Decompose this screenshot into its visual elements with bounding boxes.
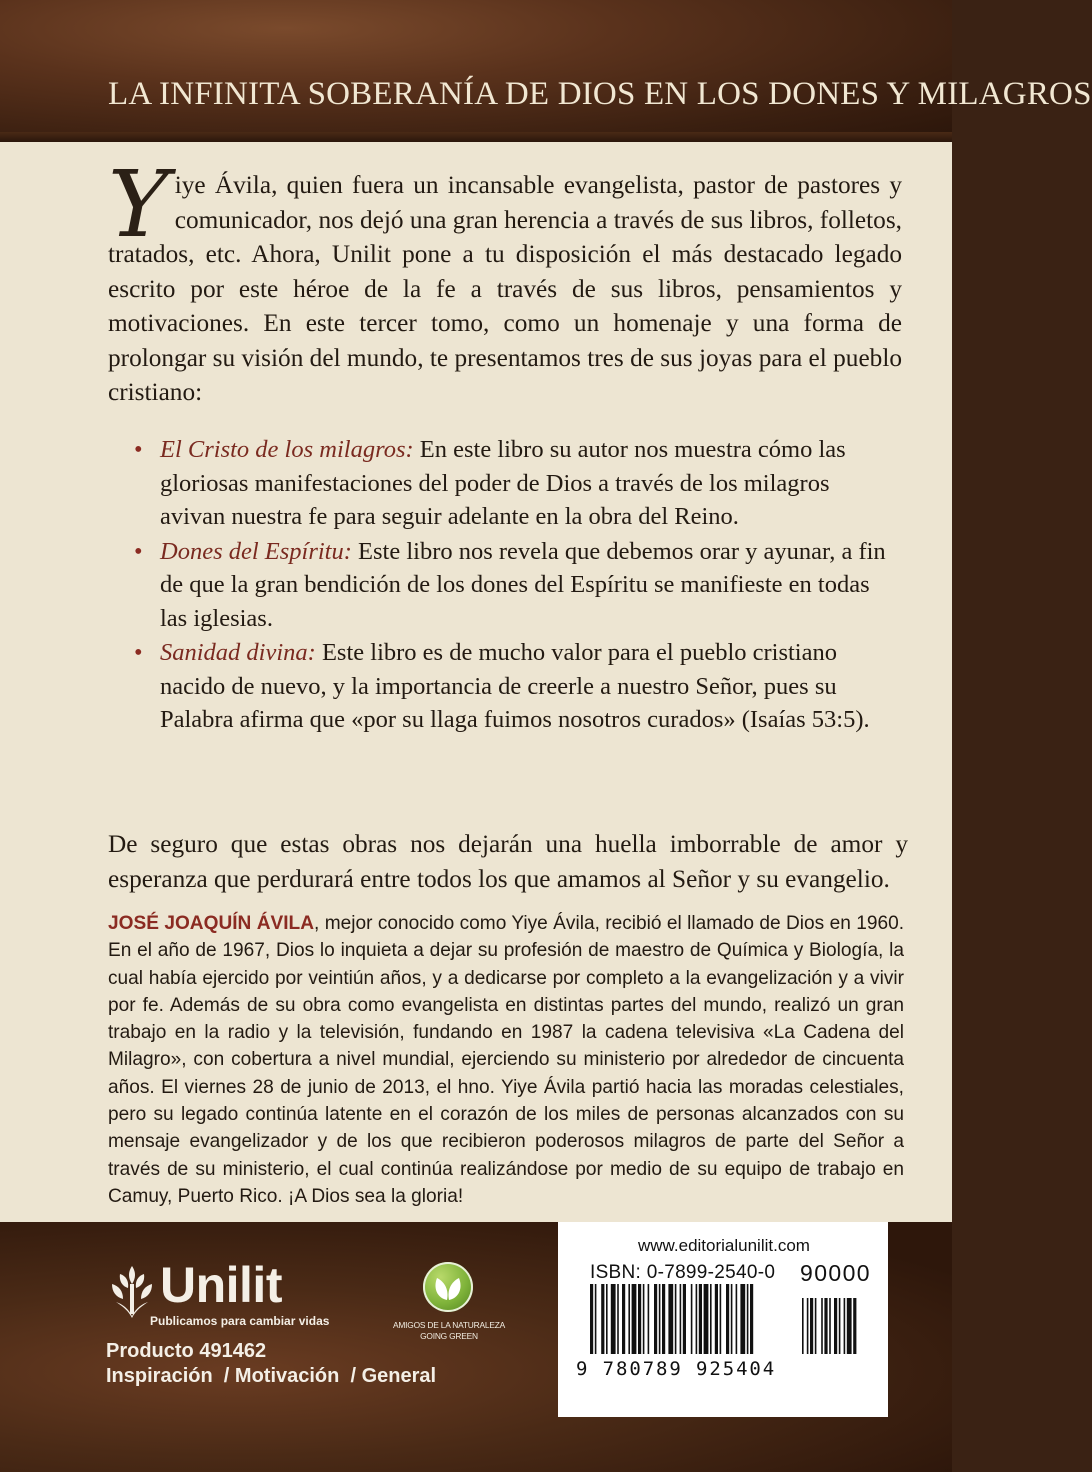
barcode-bar [606,1284,608,1354]
addon-bar [824,1298,827,1354]
bullet-icon: • [134,537,143,565]
barcode-bar [726,1284,729,1354]
eco-badge-line1: AMIGOS DE LA NATURALEZA [392,1320,506,1330]
barcode-bar [622,1284,625,1354]
book-title: Dones del Espíritu: [160,537,352,565]
intro-paragraph [108,151,902,410]
barcode-area [558,1222,888,1417]
barcode-bar [662,1284,665,1354]
barcode-bar [699,1284,702,1354]
barcode-bar [696,1284,698,1354]
leaves-icon [423,1262,473,1312]
barcode-bar [691,1284,693,1354]
barcode-bar [736,1284,738,1354]
addon-bar [821,1298,823,1354]
barcode-bar [680,1284,682,1354]
addon-bar [810,1298,813,1354]
barcode-bar [601,1284,604,1354]
barcode-bar [638,1284,641,1354]
publisher-tagline: Publicamos para cambiar vidas [150,1314,330,1328]
publisher-name: Unilit [160,1257,282,1313]
book-title: El Cristo de los milagros: [160,436,414,463]
barcode-bar [668,1284,673,1354]
book-description: Este libro nos revela que debemos orar y ayunar, a fin de que la gran bendición de los dones del Espíritu se manifieste en todas las iglesias. [160,537,886,632]
barcode-bar [632,1284,637,1354]
website-url: www.editorialunilit.com [638,1236,810,1255]
author-name: JOSÉ JOAQUÍN ÁVILA [108,913,314,934]
barcode-bar [731,1284,733,1354]
author-bio-text: , mejor conocido como Yiye Ávila, recibió el llamado de Dios en 1960. En el año de 1967, Dios lo inquieta a dejar su profesión de maestro de Química y Biología, la cual había ejercido por veintiún años, y a dedicarse por completo a la evangelización y a vivir por fe. Además de su obra como evangelista en distintas partes del mundo, realizó un gran trabajo en la radio y la televisión, fundando en 1987 la cadena televisiva «La Cadena del Milagro», con cobertura a nivel mundial, ejerciendo su ministerio por alrededor de cincuenta años. El viernes 28 de junio de 2013, el hno. Yiye Ávila partió hacia las moradas celestiales, pero su legado continúa latente en el corazón de los miles de personas alcanzados con su mensaje evangelizador y de los que recibieron poderosos milagros de parte del Señor a través de su ministerio, el cual continúa realizándose por medio de su equipo de trabajo en Camuy, Puerto Rico. ¡A Dios sea la gloria! [108,913,904,1207]
barcode-icon [590,1284,880,1358]
barcode-bar [590,1284,593,1354]
product-code: Producto 491462 [106,1340,267,1362]
list-item [134,433,900,534]
addon-bar [829,1298,831,1354]
addon-bar [807,1298,809,1354]
category-list: Inspiración / Motivación / General [106,1365,437,1387]
publisher-logo [106,1257,346,1332]
eco-badge-line2: GOING GREEN [420,1331,478,1341]
barcode-bar [628,1284,630,1354]
intro-text: iye Ávila, quien fuera un incansable evangelista, pastor de pastores y comunicador, nos dejó una gran herencia a través de sus libros, folletos, tratados, etc. Ahora, Unilit pone a tu disposición el más destacado legado escrito por este héroe de la fe a través de sus libros, pensamientos y motivaciones. En este tercer tomo, como un homenaje y una forma de prolongar su visión del mundo, te presentamos tres de sus joyas para el pueblo cristiano: [108,171,902,406]
ean-digits: 9 780789 925404 [576,1358,777,1380]
book-list [134,433,900,738]
addon-bar [853,1298,856,1354]
eco-badge-label [382,1320,516,1342]
addon-bar [802,1298,804,1354]
barcode-bar [740,1284,745,1354]
barcode-bar [750,1284,753,1354]
author-bio [108,910,904,1210]
barcode-bar [648,1284,650,1354]
isbn-label: ISBN: 0-7899-2540-0 [590,1262,776,1283]
barcode-bar [654,1284,657,1354]
barcode-bar [617,1284,619,1354]
list-item [134,636,900,737]
book-title: Sanidad divina: [160,639,316,666]
addon-bar [844,1298,846,1354]
barcode-bar [595,1284,597,1354]
bullet-icon: • [134,639,143,666]
header-band [0,0,1092,142]
addon-bar [839,1298,841,1354]
series-title: LA INFINITA SOBERANÍA DE DIOS EN LOS DONES Y MILAGROS [108,76,1092,112]
bullet-icon: • [134,436,143,463]
addon-bar [815,1298,817,1354]
drop-cap: Y [108,151,169,258]
barcode-bar [710,1284,712,1354]
barcode-bar [720,1284,722,1354]
closing-paragraph: De seguro que estas obras nos dejarán una huella imborrable de amor y esperanza que perdurará entre todos los que amamos al Señor y su evangelio. [108,830,908,893]
barcode-bar [715,1284,718,1354]
price-code: 90000 [800,1260,871,1286]
book-description: Este libro es de mucho valor para el pueblo cristiano nacido de nuevo, y la importancia de creerle a nuestro Señor, pues su Palabra afirma que «por su llaga fuimos nosotros curados» (Isaías 53:5). [160,639,870,733]
barcode-bar [659,1284,661,1354]
book-description: En este libro su autor nos muestra cómo las gloriosas manifestaciones del poder de Dios a través de los milagros avivan nuestra fe para seguir adelante en la obra del Reino. [160,436,846,530]
list-item [134,535,900,636]
barcode-bar [611,1284,616,1354]
addon-bar [847,1298,852,1354]
eco-badge [423,1262,473,1312]
wheat-logo-icon [106,1262,158,1318]
barcode-bar [683,1284,686,1354]
addon-bar [834,1298,837,1354]
barcode-bar [643,1284,645,1354]
barcode-bar [747,1284,749,1354]
barcode-bar [704,1284,709,1354]
barcode-bar [675,1284,677,1354]
